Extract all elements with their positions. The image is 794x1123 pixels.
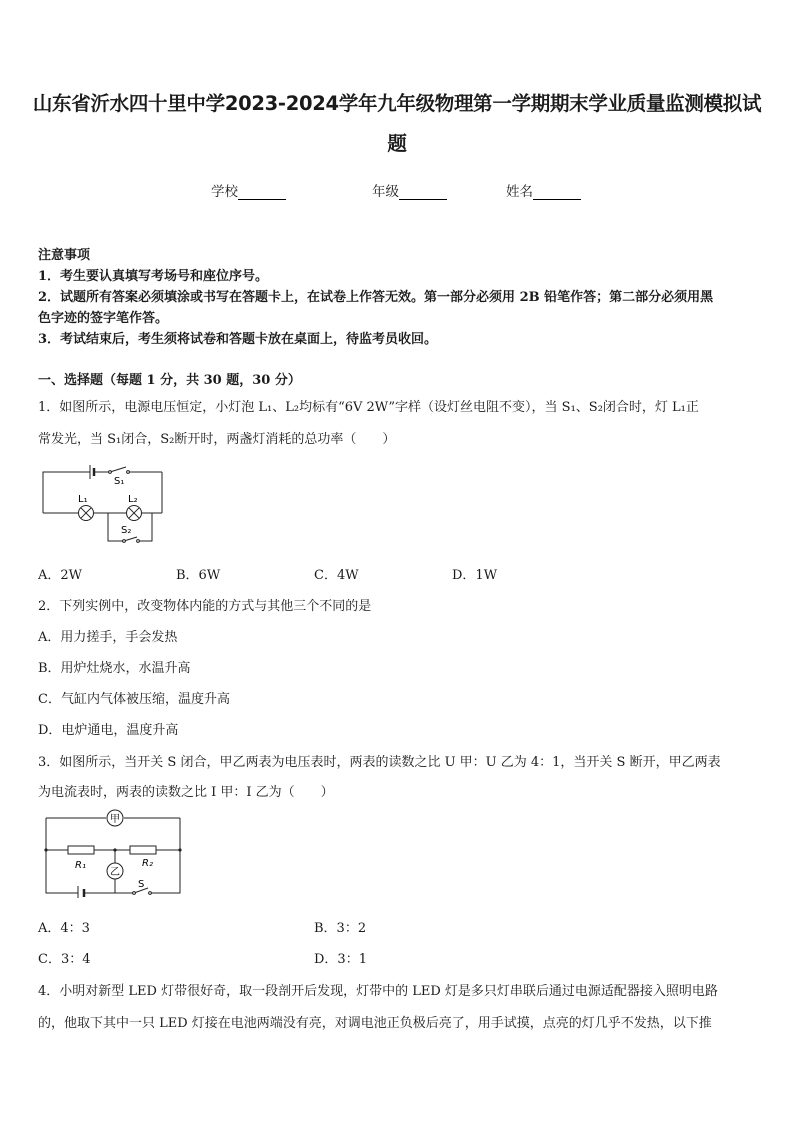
q2-option-d[interactable]: D．电炉通电，温度升高 [38,723,179,738]
notice-heading: 注意事项 [38,248,91,263]
school-label: 学校 [211,184,238,200]
q2-option-b[interactable]: B．用炉灶烧水，水温升高 [38,661,191,676]
exam-title-line2: 题 [387,132,407,155]
q3-fig-r1-label: R₁ [75,860,86,871]
q3-option-b[interactable]: B．3：2 [314,921,367,936]
q1-circuit-figure [38,458,168,550]
q1-option-b[interactable]: B．6W [176,568,221,583]
name-blank [533,185,581,200]
q2-option-c[interactable]: C．气缸内气体被压缩，温度升高 [38,692,230,707]
q3-fig-jia-meter: 甲 [110,814,120,825]
grade-label: 年级 [372,184,399,200]
q3-circuit-figure [38,806,188,898]
q1-stem-line2: 常发光，当 S₁闭合，S₂断开时，两盏灯消耗的总功率（ ） [38,432,396,447]
q4-stem-line1: 4．小明对新型 LED 灯带很好奇，取一段剖开后发现，灯带中的 LED 灯是多只灯串联后通过电源适配器接入照明电路 [38,984,718,999]
section-heading: 一、选择题（每题 1 分，共 30 题，30 分） [38,373,301,388]
q3-fig-s-label: S [138,879,145,890]
q2-stem: 2．下列实例中，改变物体内能的方式与其他三个不同的是 [38,599,372,614]
school-field [211,180,286,200]
q3-stem-line2: 为电流表时，两表的读数之比 I 甲：I 乙为（ ） [38,785,334,800]
q3-fig-r2-label: R₂ [142,858,153,869]
notice-item-2-cont: 色字迹的签字笔作答。 [38,311,169,326]
q3-stem-line1: 3．如图所示，当开关 S 闭合，甲乙两表为电压表时，两表的读数之比 U 甲：U 乙为 4：1，当开关 S 断开，甲乙两表 [38,755,721,770]
name-field [506,180,581,200]
notice-item-1: 1．考生要认真填写考场号和座位序号。 [38,269,269,284]
q3-option-c[interactable]: C．3：4 [38,952,91,967]
q1-fig-l1-label: L₁ [78,494,88,505]
q1-fig-s1-label: S₁ [114,476,125,487]
q3-fig-yi-meter: 乙 [110,867,120,878]
q1-option-d[interactable]: D．1W [452,568,498,583]
notice-item-3: 3．考试结束后，考生须将试卷和答题卡放在桌面上，待监考员收回。 [38,332,438,347]
q1-stem-line1: 1．如图所示，电源电压恒定，小灯泡 L₁、L₂均标有“6V 2W”字样（设灯丝电阻不变），当 S₁、S₂闭合时，灯 L₁正 [38,400,699,415]
grade-blank [399,185,447,200]
school-blank [238,185,286,200]
q1-fig-s2-label: S₂ [121,525,132,536]
q1-option-c[interactable]: C．4W [314,568,359,583]
q2-option-a[interactable]: A．用力搓手，手会发热 [38,630,178,645]
q3-option-d[interactable]: D．3：1 [314,952,367,967]
notice-item-2: 2．试题所有答案必须填涂或书写在答题卡上，在试卷上作答无效。第一部分必须用 2B 铅笔作答；第二部分必须用黑 [38,290,714,305]
name-label: 姓名 [506,184,533,200]
q4-stem-line2: 的，他取下其中一只 LED 灯接在电池两端没有亮，对调电池正负极后亮了，用手试摸，点亮的灯几乎不发热，以下推 [38,1016,712,1031]
exam-title-line1: 山东省沂水四十里中学2023-2024学年九年级物理第一学期期末学业质量监测模拟试 [32,92,762,115]
q3-option-a[interactable]: A．4：3 [38,921,90,936]
q1-option-a[interactable]: A．2W [38,568,83,583]
q1-fig-l2-label: L₂ [128,494,138,505]
grade-field [372,180,447,200]
